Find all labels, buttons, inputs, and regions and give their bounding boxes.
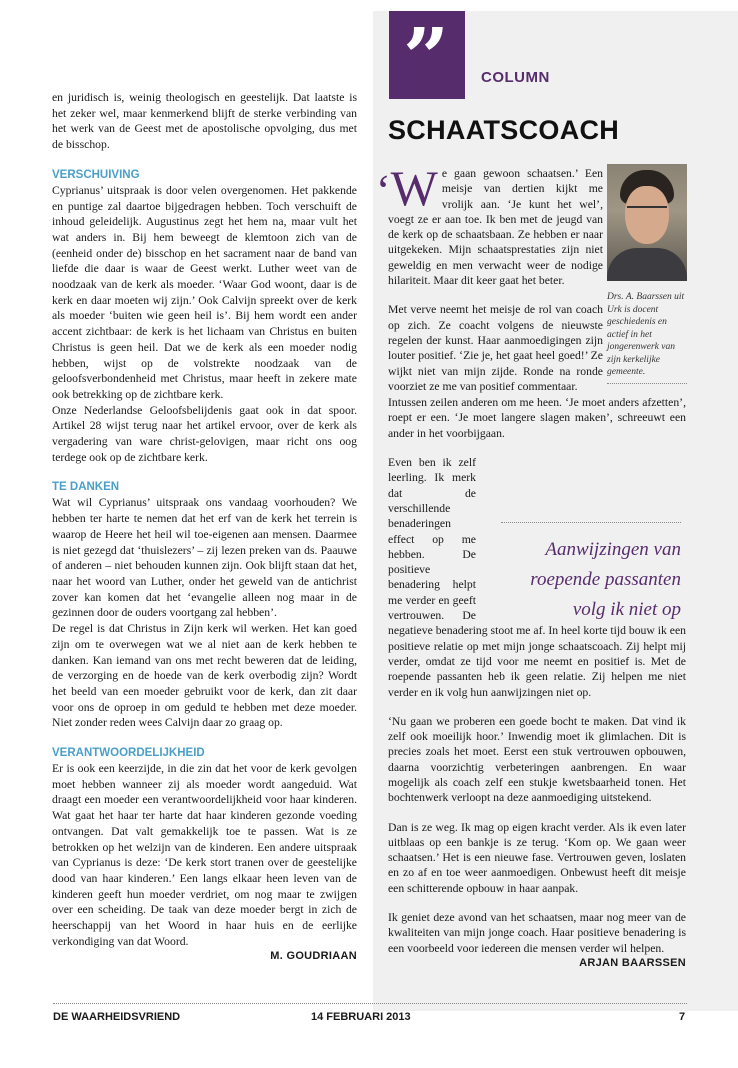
section-paragraph: Onze Nederlandse Geloofsbelijdenis gaat ook in dat spoor. Artikel 28 wijst terug naar het artikel ervoor, over de kerk als vergadering van ware christ-gelovigen, maar richt ons oog terdege ook op de zichtbare kerk.: [52, 403, 357, 464]
quote-box: [389, 10, 465, 104]
column-label: COLUMN: [481, 69, 550, 86]
footer-divider: [53, 1003, 687, 1004]
author-signature-left: M. GOUDRIAAN: [270, 950, 357, 963]
footer-magazine: DE WAARHEIDSVRIEND: [53, 1011, 181, 1023]
section-paragraph: Er is ook een keerzijde, in die zin dat het voor de kerk gevolgen moet hebben wanneer zij als moeder wordt aangeduid. Wat draagt een moeder een verantwoordelijkheid voor haar kinderen. Wat gaat het haar ter harte dat haar kinderen gezonde voeding ontvangen. Dat valt gemakkelijk toe te passen. Wat is ze betrokken op het welzijn van de kinderen. Een andere uitspraak van Cyprianus is deze: ‘De kerk stort tranen over de geestelijke dood van haar kinderen.’ Een langs elkaar heen leven van de kinderen geeft hun moeder verdriet, om nog maar te zwijgen over een scheiding. De taak van deze moeder bergt in zich de heerschappij van het Woord in haar huis en de eerlijke verkondiging van dat Woord.: [52, 762, 357, 948]
footer-date: 14 FEBRUARI 2013: [311, 1011, 411, 1023]
section-paragraph: De regel is dat Christus in Zijn kerk wil werken. Het kan goed zijn om te overwegen wat we al niet aan de kerk hebben te danken. Kan iemand van ons met recht beweren dat de leiding, de verzorging en de hoede van de kerk overbodig zijn? Wordt het beeld van een moeder gebruikt voor de kerk, dan zit daar voor ons de oproep in om geduld te hebben met deze moeder. Niet zonder reden wees Calvijn daar zo graag op.: [52, 622, 357, 730]
column-paragraph-5: Dan is ze weg. Ik mag op eigen kracht verder. Als ik even later uitblaas op een bankje is ze terug. ‘Kom op. We gaan weer schaatsen.’ Het is een nieuwe fase. Vertrouwen geven, loslaten en zo af en toe weer aanmoedigen. Onbewust heeft dit meisje een schitterende opbouw in haar aanpak.: [388, 820, 686, 895]
left-column: [52, 90, 357, 962]
column-paragraph-3: Even ben ik zelf leerling. Ik merk dat de verschillende benaderingen effect op me hebben. De positieve benadering helpt me verder en geeft vertrouwen. De negatieve benadering stoot me af. In heel korte tijd bouw ik een positieve relatie op met mijn jonge schaatscoach. Zij helpt mij verder, omdat ze tijd voor me neemt en positief is. Met de roepende passanten heb ik geen relatie. Zij helpen me niet verder en ik volg hun aanwijzingen niet op.: [388, 456, 686, 699]
column-paragraph-1: ‘W e gaan gewoon schaatsen.’ Een meisje van dertien kijkt me vrolijk aan. ‘Je kunt het wel’, voegt ze er aan toe. Ik ben met de jeugd van de kerk op de schaatsbaan. Ze hebben er naar uitgekeken. Mijn schaatsprestaties zijn niet geweldig en men verwacht weer de nodige hilariteit. Maar dit keer gaat het beter.: [376, 160, 603, 288]
section-heading-verschuiving: VERSCHUIVING: [52, 168, 140, 181]
column-paragraph-6: Ik geniet deze avond van het schaatsen, maar nog meer van de kwaliteiten van mijn jonge coach. Haar positieve benadering is een voorbeeld voor iedereen die mensen verder wil helpen.: [388, 911, 686, 955]
pull-quote: [501, 522, 681, 625]
section-paragraph: Wat wil Cyprianus’ uitspraak ons vandaag voorhouden? We hebben ter harte te nemen dat het erf van de kerk het terrein is waarop de Heere het heil wil toe-eigenen aan mensen. Daarmee is niet gezegd dat ‘thuislezers’ – zij lezen preken van ds. Paauwe of anderen – niet behouden kunnen zijn. Ook blijft staan dat het, naar het woord van Luther, onder het geweld van de antichrist zover kan komen dat het ‘evangelie alleen nog maar in de gezinnen door de ouders voortgang zal hebben’.: [52, 496, 357, 620]
column-title: SCHAATSCOACH: [388, 115, 620, 145]
pull-quote-text: Aanwijzingen van roepende passanten volg ik niet op: [530, 539, 681, 620]
section-heading-te-danken: TE DANKEN: [52, 481, 120, 494]
drop-cap: ‘W: [376, 160, 438, 216]
column-paragraph-2b: Intussen zeilen anderen om me heen. ‘Je moet anders afzetten’, roept er een. ‘Je moet langere slagen maken’, schreeuwt een ander in het voorbijgaan.: [388, 396, 686, 440]
column-paragraph-4: ‘Nu gaan we proberen een goede bocht te maken. Dat vind ik zelf ook moeilijk hoor.’ Inwendig moet ik glimlachen. Dit is precies zoals het moet. Eerst een stuk vertrouwen opbouwen, daarna voorzichtig verbeteringen aanbrengen. En waar mogelijk als coach zelf een stukje kwetsbaarheid tonen. Het bochtenwerk verloopt na deze aanmoediging uitstekend.: [388, 714, 686, 805]
section-paragraph: Cyprianus’ uitspraak is door velen overgenomen. Het pakkende en puntige zal daartoe bijgedragen hebben. Toch verschuift de inhoud geleidelijk. Augustinus zegt het hem na, maar vult het wat anders in. Bij hem beweegt de klemtoon zich van de (eenheid onder de) bisschop en het sacrament naar de band van liefde die daar is waar de Geest werkt. Luther weet van de noodzaak van de kerk als moeder. ‘Waar God woont, daar is de kerk en daar moeten wij zijn.’ Ook Calvijn spreekt over de kerk als moeder ‘buiten wie geen heil is’. Bij hem wordt een ander accent zichtbaar: de kerk is het lichaam van Christus en buiten Christus is geen heil. Dat we de kerk als een moeder nodig hebben, wijst op de volstrekte noodzaak van de geloofsverbondenheid met Christus, maar heeft in zekere mate ook betrekking op de zichtbare kerk.: [52, 183, 357, 401]
intro-paragraph: en juridisch is, weinig theologisch en geestelijk. Dat laatste is het zeker wel, maar kenmerkend blijft de sterke verbinding van het werk van de Geest met de apostolische opvolging, dus met de bisschop.: [52, 91, 357, 152]
author-signature-right: ARJAN BAARSSEN: [579, 956, 686, 969]
section-heading-verantwoordelijkheid: VERANTWOORDELIJKHEID: [52, 747, 205, 760]
photo-caption: Drs. A. Baarssen uit Urk is docent geschiedenis en actief in het jongerenwerk van zijn kerkelijke gemeente.: [607, 291, 687, 384]
quote-mark-icon: ”: [403, 10, 450, 104]
footer-page-number: 7: [679, 1011, 686, 1023]
column-paragraph-2: Met verve neemt het meisje de rol van coach op zich. Ze coacht volgens de nieuwste regelen der kunst. Haar aanmoedigingen zijn louter positief. ‘Zie je, het gaat heel goed!’ Ze wijkt niet van mijn zijde. Ronde na ronde voorziet ze me van positief commentaar.: [388, 303, 603, 393]
